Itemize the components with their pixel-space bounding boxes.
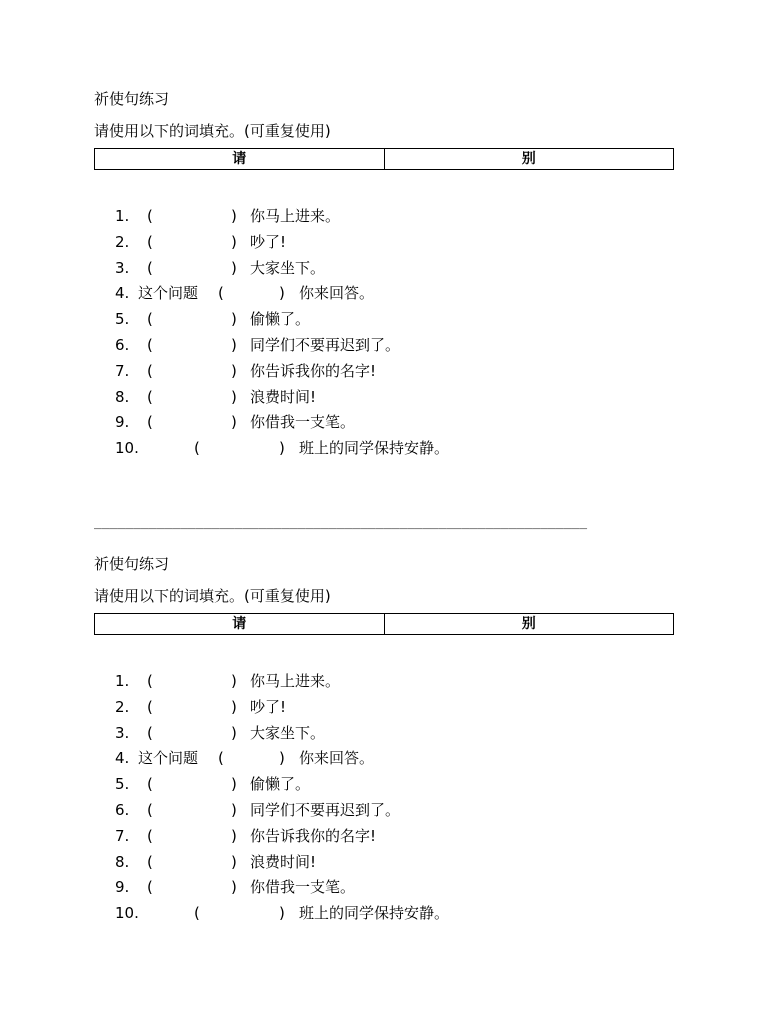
word-bank-cell: 别 [384,149,674,170]
item-number: 5. [115,775,130,794]
word-bank-cell: 别 [384,614,674,635]
item-text: 你告诉我你的名字! [250,361,377,380]
item-number: 6. [115,800,130,819]
item-number: 10. [115,439,139,458]
item-text: 同学们不要再迟到了。 [250,335,401,354]
item-number: 1. [115,207,130,225]
blank-open: ( [147,826,153,845]
item-text: 班上的同学保持安静。 [299,904,450,923]
item-number: 8. [115,852,130,871]
item-number: 2. [115,697,130,716]
blank-open: ( [147,207,153,225]
item-number: 4. [115,749,130,768]
item-text: 吵了! [250,232,287,251]
blank-close: ) [231,800,237,819]
item-text: 你马上进来。 [250,207,341,225]
exercise-item [94,230,676,256]
blank-open: ( [147,672,153,690]
blank-open: ( [147,335,153,354]
blank-open: ( [147,878,153,897]
item-number: 8. [115,387,130,406]
blank-open: ( [147,697,153,716]
item-text: 吵了! [250,697,287,716]
exercise-item [94,695,676,721]
worksheet-bottom [94,553,676,927]
item-text: 班上的同学保持安静。 [299,439,450,458]
exercise-item [94,746,676,772]
blank-open: ( [147,310,153,329]
word-bank-cell: 请 [95,149,385,170]
item-number: 9. [115,878,130,897]
item-text: 你来回答。 [299,284,375,303]
blank-close: ) [231,232,237,251]
blank-open: ( [194,904,200,923]
exercise-item [94,824,676,850]
blank-open: ( [218,749,224,768]
blank-open: ( [147,723,153,742]
blank-open: ( [147,800,153,819]
blank-open: ( [218,284,224,303]
blank-close: ) [279,749,285,768]
item-text: 偷懒了。 [250,310,311,329]
item-number: 2. [115,232,130,251]
item-prefix: 这个问题 [138,749,199,768]
blank-close: ) [231,775,237,794]
item-text: 你借我一支笔。 [250,878,356,897]
blank-open: ( [147,852,153,871]
item-number: 1. [115,672,130,690]
blank-close: ) [231,826,237,845]
item-number: 3. [115,258,130,277]
exercise-item [94,204,676,230]
cut-line-divider: _______________________________________________________________ [94,515,588,530]
blank-open: ( [147,387,153,406]
blank-close: ) [279,439,285,458]
item-text: 大家坐下。 [250,723,326,742]
blank-close: ) [279,904,285,923]
blank-open: ( [147,413,153,432]
blank-close: ) [231,413,237,432]
item-number: 3. [115,723,130,742]
word-bank-table [94,613,674,635]
item-number: 9. [115,413,130,432]
exercise-item [94,669,676,695]
blank-close: ) [231,310,237,329]
exercise-item [94,256,676,282]
exercise-list [94,669,676,927]
item-number: 5. [115,310,130,329]
exercise-item [94,772,676,798]
exercise-item [94,333,676,359]
blank-close: ) [231,852,237,871]
worksheet-title: 祈使句练习 [94,555,170,573]
exercise-list [94,204,676,462]
exercise-item [94,281,676,307]
worksheet-title: 祈使句练习 [94,90,170,108]
item-number: 7. [115,361,130,380]
item-text: 浪费时间! [250,387,317,406]
blank-close: ) [231,878,237,897]
item-prefix: 这个问题 [138,284,199,303]
item-number: 7. [115,826,130,845]
blank-close: ) [279,284,285,303]
item-text: 你告诉我你的名字! [250,826,377,845]
item-text: 同学们不要再迟到了。 [250,800,401,819]
exercise-item [94,410,676,436]
blank-close: ) [231,697,237,716]
blank-close: ) [231,207,237,225]
worksheet-instruction: 请使用以下的词填充。(可重复使用) [94,587,331,605]
item-text: 你来回答。 [299,749,375,768]
exercise-item [94,798,676,824]
blank-close: ) [231,335,237,354]
item-text: 你马上进来。 [250,672,341,690]
blank-close: ) [231,672,237,690]
exercise-item [94,901,676,927]
item-number: 10. [115,904,139,923]
blank-open: ( [147,232,153,251]
exercise-item [94,850,676,876]
worksheet-instruction: 请使用以下的词填充。(可重复使用) [94,122,331,140]
item-text: 浪费时间! [250,852,317,871]
exercise-item [94,721,676,747]
blank-close: ) [231,258,237,277]
exercise-item [94,875,676,901]
blank-close: ) [231,723,237,742]
item-text: 你借我一支笔。 [250,413,356,432]
blank-open: ( [147,258,153,277]
blank-open: ( [147,361,153,380]
exercise-item [94,436,676,462]
blank-open: ( [194,439,200,458]
word-bank-cell: 请 [95,614,385,635]
item-number: 6. [115,335,130,354]
item-text: 大家坐下。 [250,258,326,277]
exercise-item [94,385,676,411]
exercise-item [94,307,676,333]
blank-open: ( [147,775,153,794]
item-number: 4. [115,284,130,303]
blank-close: ) [231,361,237,380]
exercise-item [94,359,676,385]
item-text: 偷懒了。 [250,775,311,794]
worksheet-top [94,88,676,462]
word-bank-table [94,148,674,170]
blank-close: ) [231,387,237,406]
